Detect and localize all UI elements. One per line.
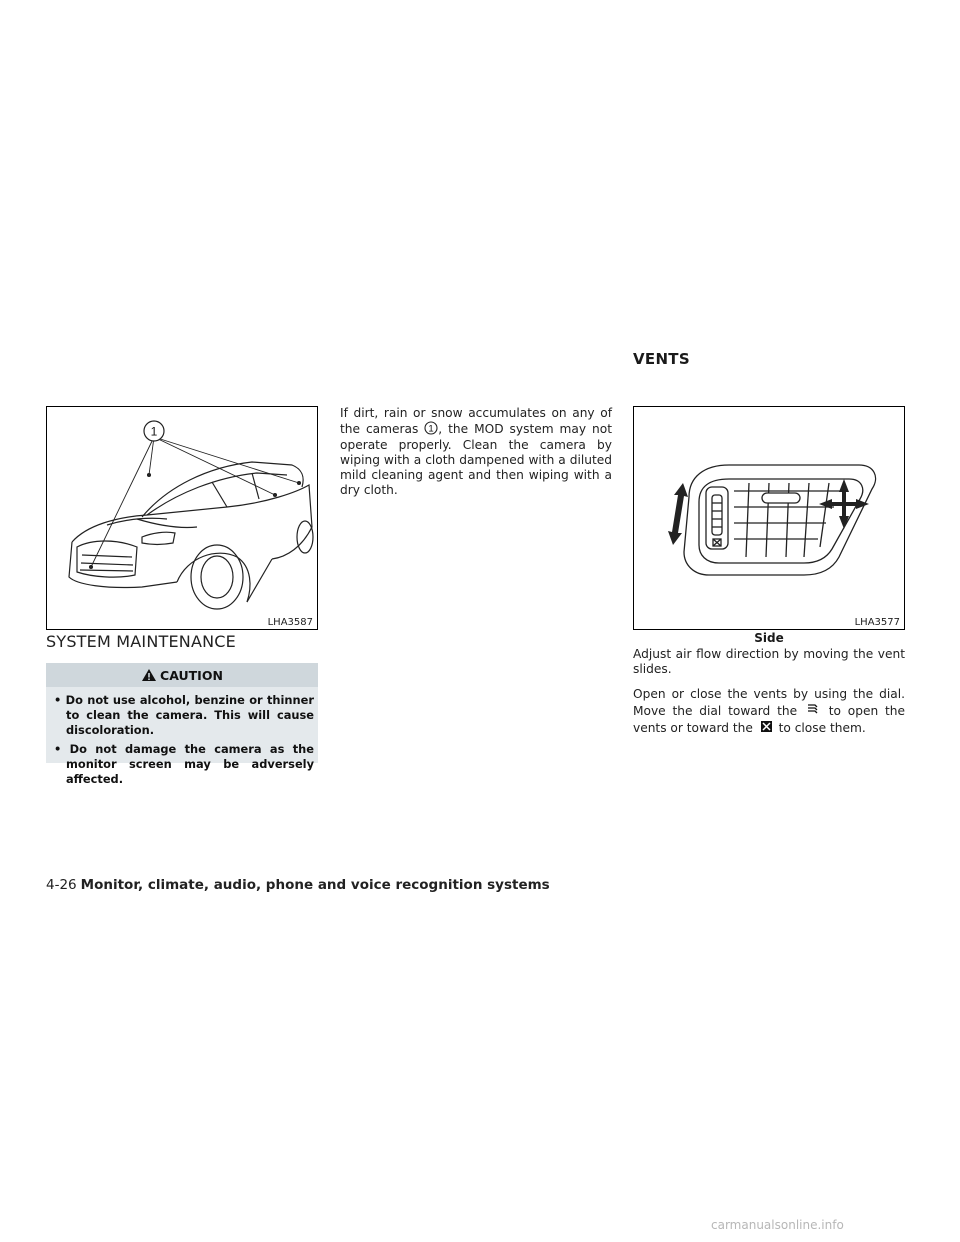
paragraph-text: Open or close the vents by using the dial. Move the dial toward the xyxy=(633,687,905,718)
figure-code: LHA3577 xyxy=(854,617,900,628)
paragraph-text: to open the vents or toward the xyxy=(633,704,906,735)
vent-slides-paragraph: Adjust air flow direction by moving the vent slides. xyxy=(633,647,905,677)
vent-illustration xyxy=(634,407,904,629)
section-title: Monitor, climate, audio, phone and voice recognition systems xyxy=(80,877,550,893)
caution-list xyxy=(46,693,318,787)
camera-cleaning-paragraph xyxy=(340,406,612,499)
page-footer xyxy=(46,877,550,893)
vent-open-icon xyxy=(804,703,822,717)
callout-number: 1 xyxy=(428,423,434,435)
paragraph-text: to close them. xyxy=(778,721,866,735)
callout-number: 1 xyxy=(150,424,158,439)
car-illustration xyxy=(47,407,317,629)
watermark: carmanualsonline.info xyxy=(711,1218,844,1232)
caution-item: • Do not use alcohol, benzine or thinner to clean the camera. This will cause discoloration. xyxy=(54,693,314,738)
warning-icon xyxy=(141,668,157,682)
page-number: 4-26 xyxy=(46,877,77,893)
vents-heading: VENTS xyxy=(633,350,690,368)
paragraph-text: , the MOD system may not operate properly. Clean the camera by wiping with a cloth dampened with a diluted mild cleaning agent and then wiping with a dry cloth. xyxy=(340,422,613,498)
callout-circle xyxy=(424,421,438,435)
vent-close-icon xyxy=(757,720,775,734)
caution-box xyxy=(46,663,318,786)
caution-label: CAUTION xyxy=(160,667,223,683)
figure-caption: Side xyxy=(754,631,784,645)
system-maintenance-heading: SYSTEM MAINTENANCE xyxy=(46,632,236,651)
vent-figure xyxy=(633,406,905,630)
figure-code: LHA3587 xyxy=(267,617,313,628)
paragraph-text: If dirt, rain or snow accumulates on any of the cameras xyxy=(340,406,612,437)
vent-dial-paragraph xyxy=(633,686,905,737)
caution-header xyxy=(46,663,318,687)
caution-item: • Do not damage the camera as the monitor screen may be adversely affected. xyxy=(54,742,314,787)
camera-location-figure xyxy=(46,406,318,630)
